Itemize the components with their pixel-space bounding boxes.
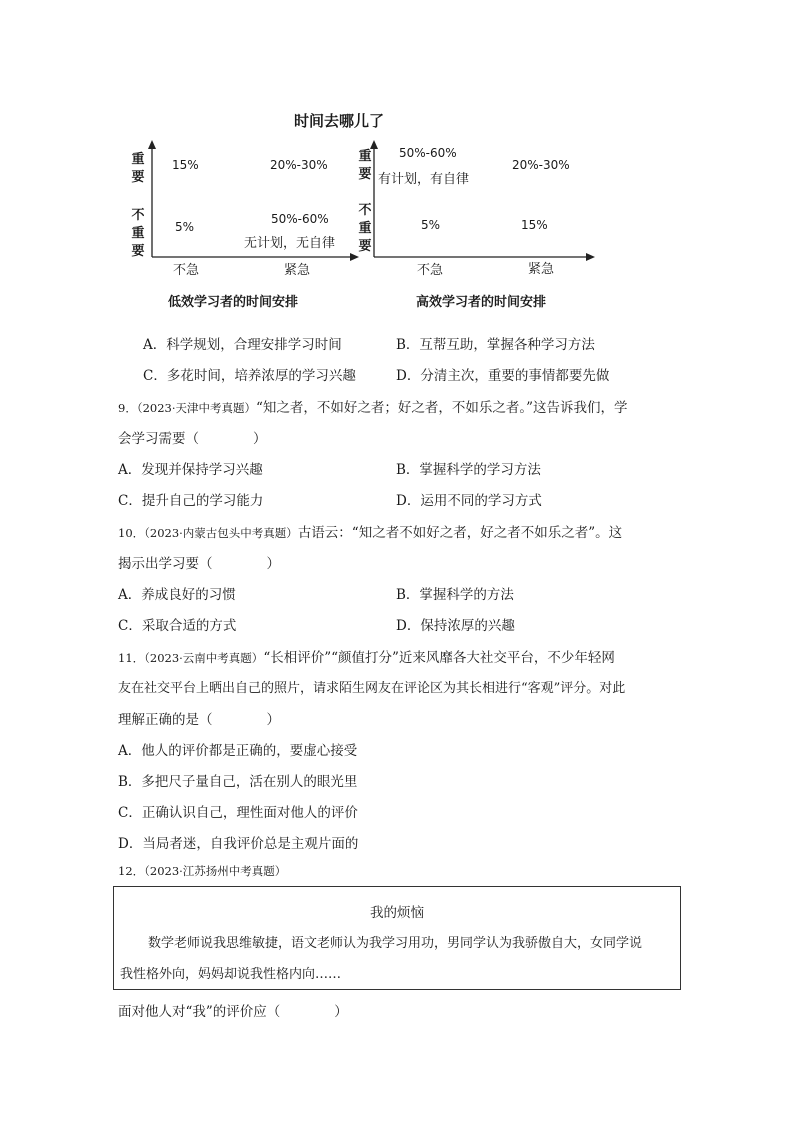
left-caption: 低效学习者的时间安排 xyxy=(168,295,299,310)
q9-stem-line1 xyxy=(118,396,628,416)
right-caption: 高效学习者的时间安排 xyxy=(416,295,547,310)
right-x-arrow xyxy=(586,253,595,261)
q12-stem: 面对他人对“我”的评价应（ ） xyxy=(118,1004,348,1020)
q10-stem-line1 xyxy=(118,521,622,541)
q9-option-d: D．运用不同的学习方式 xyxy=(396,493,542,509)
q12-material-box xyxy=(113,886,681,990)
left-cell-bottom-right-value: 50%-60% xyxy=(271,212,329,226)
right-x-label-urgent: 紧急 xyxy=(528,262,555,277)
q11-option-b: B．多把尺子量自己，活在别人的眼光里 xyxy=(118,774,358,790)
q12-source: 12．（2023·江苏扬州中考真题） xyxy=(118,864,287,878)
q11-stem-line3: 理解正确的是（ ） xyxy=(118,712,280,728)
figure-axes xyxy=(0,0,794,300)
q9-option-a: A．发现并保持学习兴趣 xyxy=(118,462,263,478)
q11-source: 11．（2023·云南中考真题） xyxy=(118,651,264,665)
q9-option-c: C．提升自己的学习能力 xyxy=(118,493,264,509)
q8-option-c: C．多花时间，培养浓厚的学习兴趣 xyxy=(143,368,356,384)
q8-option-a: A．科学规划，合理安排学习时间 xyxy=(143,337,342,353)
q10-source: 10．（2023·内蒙古包头中考真题） xyxy=(118,526,298,540)
right-cell-top-left-value: 50%-60% xyxy=(399,146,457,160)
left-cell-top-left: 15% xyxy=(172,158,199,172)
q10-stem-line2: 揭示出学习要（ ） xyxy=(118,556,280,572)
q8-option-b: B．互帮互助，掌握各种学习方法 xyxy=(396,337,595,353)
left-cell-bottom-right-note: 无计划，无自律 xyxy=(244,236,336,251)
q10-option-b: B．掌握科学的方法 xyxy=(396,587,514,603)
q10-option-a: A．养成良好的习惯 xyxy=(118,587,236,603)
left-x-label-urgent: 紧急 xyxy=(284,263,311,278)
right-cell-bottom-right: 15% xyxy=(521,218,548,232)
right-cell-top-left-note: 有计划，有自律 xyxy=(378,172,470,187)
q12-box-line2: 我性格外向，妈妈却说我性格内向…… xyxy=(120,967,342,982)
left-x-label-not-urgent: 不急 xyxy=(173,263,200,278)
q11-option-d: D．当局者迷，自我评价总是主观片面的 xyxy=(118,836,359,852)
q12-box-title: 我的烦恼 xyxy=(370,905,424,921)
q8-option-d: D．分清主次，重要的事情都要先做 xyxy=(396,368,610,384)
left-y-label-important: 重要 xyxy=(131,152,145,185)
q9-source: 9．（2023·天津中考真题） xyxy=(118,401,256,415)
right-x-label-not-urgent: 不急 xyxy=(417,263,444,278)
q11-stem-line1 xyxy=(118,646,615,666)
q10-option-c: C．采取合适的方式 xyxy=(118,618,237,634)
q10-option-d: D．保持浓厚的兴趣 xyxy=(396,618,515,634)
q9-stem-line2: 会学习需要（ ） xyxy=(118,431,267,447)
right-y-label-important: 重要 xyxy=(358,149,372,182)
q9-option-b: B．掌握科学的学习方法 xyxy=(396,462,541,478)
figure-title: 时间去哪儿了 xyxy=(294,112,385,130)
q10-text: 古语云：“知之者不如好之者，好之者不如乐之者”。这 xyxy=(297,525,623,541)
q9-text: “知之者，不如好之者；好之者，不如乐之者。”这告诉我们，学 xyxy=(256,400,628,416)
q11-text: “长相评价”“颜值打分”近来风靡各大社交平台，不少年轻网 xyxy=(263,650,615,666)
left-y-arrow xyxy=(148,140,156,149)
left-cell-bottom-left: 5% xyxy=(175,220,195,234)
q11-option-a: A．他人的评价都是正确的，要虚心接受 xyxy=(118,743,358,759)
q11-option-c: C．正确认识自己，理性面对他人的评价 xyxy=(118,805,358,821)
right-cell-top-right: 20%-30% xyxy=(512,158,570,172)
left-cell-top-right: 20%-30% xyxy=(270,158,328,172)
left-y-label-not-important: 不重要 xyxy=(131,208,145,259)
right-cell-bottom-left: 5% xyxy=(421,218,441,232)
right-y-label-not-important: 不重要 xyxy=(358,203,372,254)
q12-box-line1: 数学老师说我思维敏捷，语文老师认为我学习用功，男同学认为我骄傲自大，女同学说 xyxy=(148,936,643,951)
q11-stem-line2: 友在社交平台上晒出自己的照片，请求陌生网友在评论区为其长相进行“客观”评分。对此 xyxy=(118,681,626,696)
